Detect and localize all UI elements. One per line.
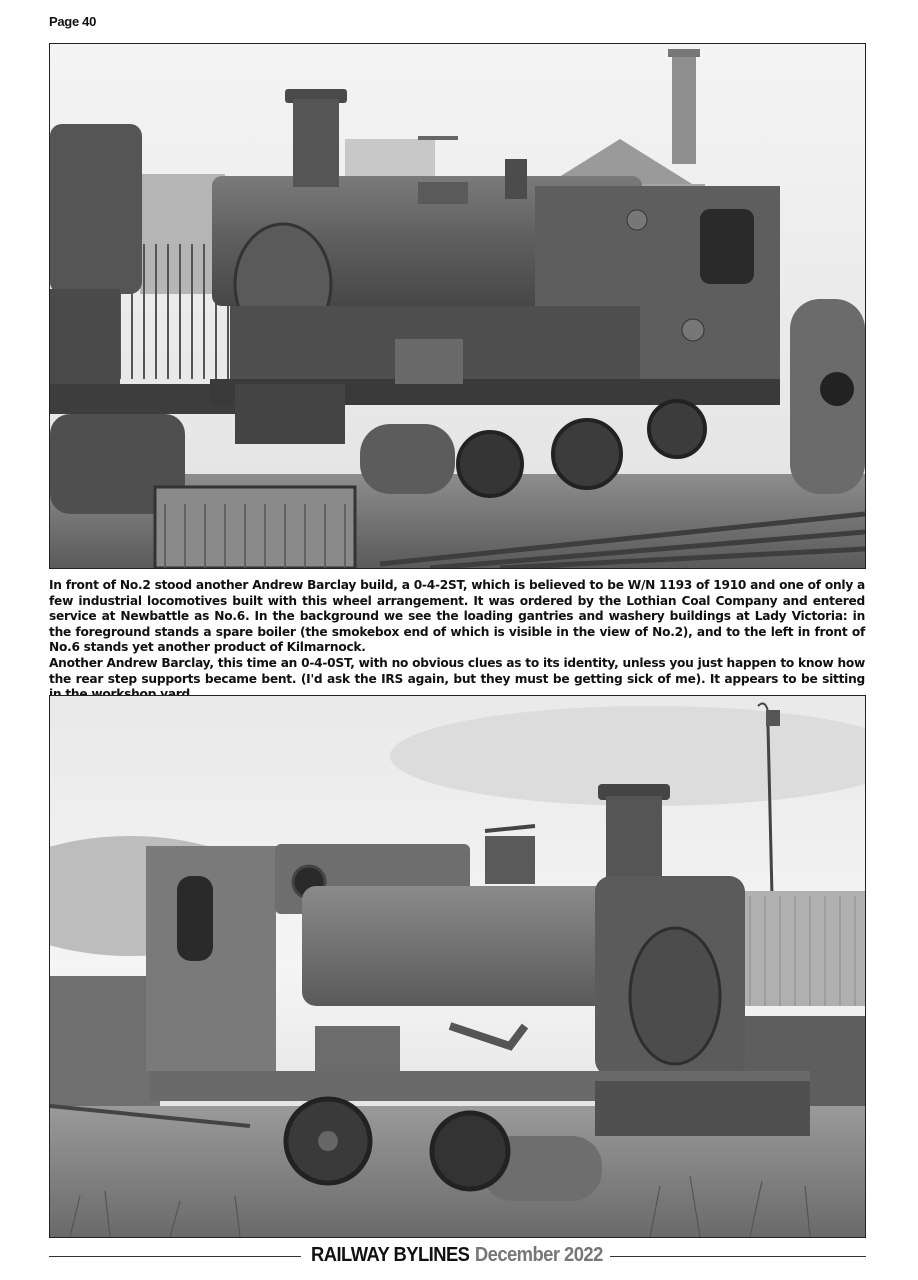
page-number: Page 40 — [49, 14, 97, 29]
top-photograph — [49, 43, 866, 569]
bottom-photograph — [49, 695, 866, 1238]
footer-title — [311, 1244, 603, 1267]
caption-top-photo: In front of No.2 stood another Andrew Barclay build, a 0-4-2ST, which is believed to be W/N 1193 of 1910 and one of only a few industrial locomotives built with this wheel arrangement. It was ordered by the Lothian Coal Company and entered service at Newbattle as No.6. In the background we see the loading gantries and washery buildings at Lady Victoria: in the foreground stands a spare boiler (the smokebox end of which is visible in the view of No.2), and to the left in front of No.6 stands yet another product of Kilmarnock. — [49, 578, 865, 655]
footer — [49, 1244, 866, 1268]
caption-bottom-photo: Another Andrew Barclay, this time an 0-4-0ST, with no obvious clues as to its identity, unless you just happen to know how the rear step supports became bent. (I'd ask the IRS again, but they must be getting sick of me). It appears to be sitting — [49, 656, 865, 686]
locomotive-0-4-2st-illustration — [50, 44, 865, 568]
footer-rule-right — [610, 1256, 866, 1257]
publication-name: RAILWAY BYLINES — [311, 1244, 470, 1266]
footer-rule-left — [49, 1256, 301, 1257]
locomotive-0-4-0st-illustration — [50, 696, 865, 1237]
issue-date: December 2022 — [474, 1244, 603, 1266]
